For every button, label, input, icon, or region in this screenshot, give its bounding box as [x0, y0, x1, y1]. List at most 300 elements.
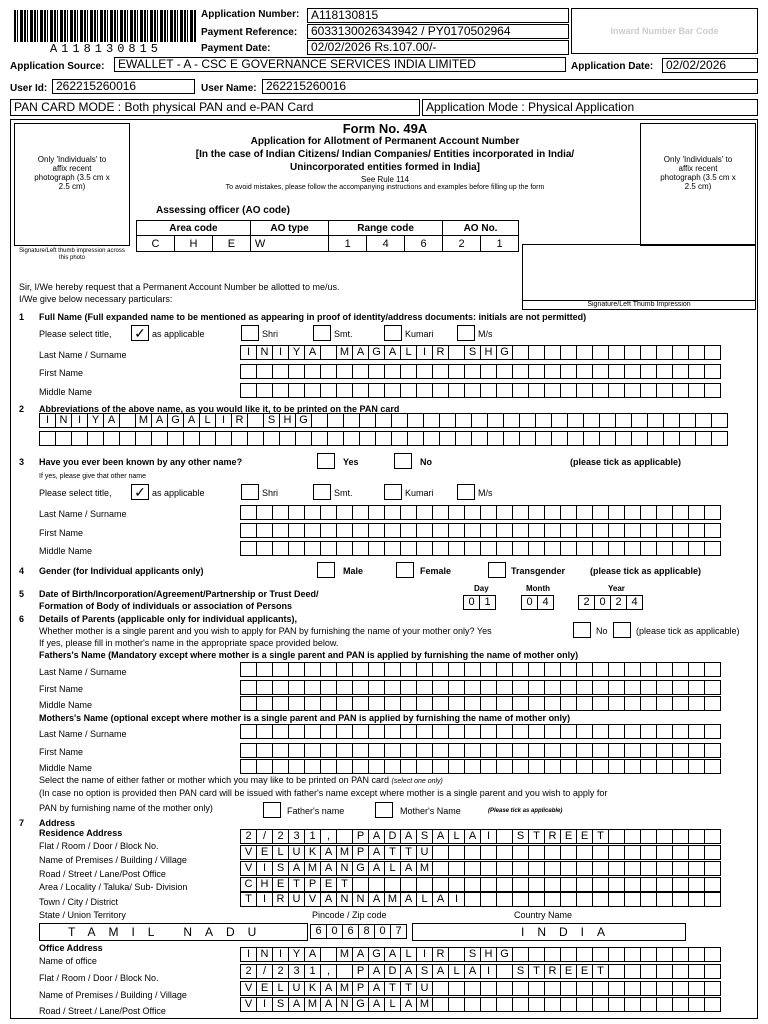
s5-year-label: Year [608, 584, 625, 593]
char-cell [465, 383, 481, 398]
char-cell [689, 997, 705, 1012]
char-cell [449, 523, 465, 538]
char-cell [257, 505, 273, 520]
char-cell [545, 680, 561, 695]
char-cell [449, 696, 465, 711]
s7-premises-cells[interactable] [240, 845, 721, 860]
s7-town-cells[interactable] [240, 892, 721, 907]
char-cell [449, 877, 465, 892]
char-cell: A [401, 861, 417, 876]
char-cell [353, 877, 369, 892]
char-cell [433, 523, 449, 538]
char-cell: A [433, 892, 449, 907]
s6-question: Whether mother is a single parent and you wish to apply for PAN by furnishing the name of your mother only? Yes [39, 626, 492, 636]
s3-shri-checkbox[interactable] [241, 484, 259, 500]
char-cell [568, 413, 584, 428]
s3-kumari-checkbox[interactable] [384, 484, 402, 500]
s6-mother-last-cells[interactable] [240, 724, 721, 739]
char-cell [593, 845, 609, 860]
char-cell [689, 345, 705, 360]
application-date-label: Application Date: [571, 61, 654, 72]
char-cell: 2 [241, 829, 257, 844]
char-cell [689, 861, 705, 876]
char-cell: T [593, 829, 609, 844]
s3-ms-checkbox[interactable] [457, 484, 475, 500]
s6-mother-option-checkbox[interactable] [375, 802, 393, 818]
char-cell [609, 861, 625, 876]
char-cell [481, 364, 497, 379]
char-cell [593, 877, 609, 892]
char-cell [657, 541, 673, 556]
char-cell [545, 696, 561, 711]
s3-no-checkbox[interactable] [394, 453, 412, 469]
char-cell [353, 662, 369, 677]
char-cell [705, 981, 721, 996]
char-cell [584, 431, 600, 446]
char-cell: R [232, 413, 248, 428]
char-cell [289, 505, 305, 520]
char-cell [545, 877, 561, 892]
s4-female-checkbox[interactable] [396, 562, 414, 578]
char-cell: I [216, 413, 232, 428]
char-cell [497, 829, 513, 844]
char-cell [513, 662, 529, 677]
ao-cell: 6 [405, 236, 443, 252]
char-cell [449, 759, 465, 774]
char-cell [385, 383, 401, 398]
char-cell [385, 696, 401, 711]
char-cell [401, 541, 417, 556]
s5-month-cells[interactable] [521, 595, 554, 610]
char-cell [641, 743, 657, 758]
char-cell: Y [289, 947, 305, 962]
char-cell [440, 413, 456, 428]
char-cell [321, 743, 337, 758]
char-cell [392, 431, 408, 446]
char-cell [529, 724, 545, 739]
char-cell [529, 364, 545, 379]
char-cell [705, 505, 721, 520]
s7-road-cells[interactable] [240, 861, 721, 876]
char-cell [241, 696, 257, 711]
s5-num: 5 [19, 589, 25, 599]
char-cell [72, 431, 88, 446]
char-cell [385, 680, 401, 695]
char-cell [376, 431, 392, 446]
char-cell [481, 696, 497, 711]
s6-select-text: Select the name of either father or mother which you may like to be printed on PAN card [39, 775, 390, 785]
char-cell [257, 364, 273, 379]
char-cell [561, 680, 577, 695]
char-cell [433, 877, 449, 892]
char-cell [481, 541, 497, 556]
char-cell: S [513, 964, 529, 979]
char-cell [600, 431, 616, 446]
s4-transgender-checkbox[interactable] [488, 562, 506, 578]
char-cell [657, 861, 673, 876]
char-cell: G [497, 345, 513, 360]
s3-first-name-cells[interactable] [240, 523, 721, 538]
char-cell [328, 413, 344, 428]
char-cell [257, 680, 273, 695]
s7-office-premises-cells[interactable] [240, 981, 721, 996]
char-cell [577, 997, 593, 1012]
char-cell: M [337, 845, 353, 860]
s1-shri-checkbox[interactable] [241, 325, 259, 341]
s1-kumari-checkbox[interactable] [384, 325, 402, 341]
char-cell [561, 383, 577, 398]
char-cell: E [561, 829, 577, 844]
char-cell [120, 413, 136, 428]
s7-area-cells[interactable] [240, 877, 721, 892]
char-cell [424, 413, 440, 428]
char-cell [529, 383, 545, 398]
char-cell [369, 743, 385, 758]
char-cell [369, 724, 385, 739]
char-cell [625, 505, 641, 520]
char-cell: T [593, 964, 609, 979]
char-cell [545, 383, 561, 398]
s3-num: 3 [19, 457, 25, 467]
s5-day-cells[interactable] [463, 595, 496, 610]
char-cell [337, 829, 353, 844]
char-cell: E [257, 981, 273, 996]
char-cell [385, 662, 401, 677]
char-cell [481, 892, 497, 907]
char-cell [241, 662, 257, 677]
s6-title: Details of Parents (applicable only for individual applicants), [39, 614, 298, 624]
char-cell: 6 [311, 924, 327, 939]
char-cell [625, 981, 641, 996]
char-cell [561, 541, 577, 556]
char-cell [705, 523, 721, 538]
char-cell [136, 431, 152, 446]
ao-header-range: Range code [329, 221, 443, 236]
char-cell [289, 364, 305, 379]
s6-father-first-label: First Name [39, 684, 84, 694]
char-cell: M [417, 861, 433, 876]
char-cell [641, 829, 657, 844]
char-cell [465, 696, 481, 711]
char-cell [609, 845, 625, 860]
char-cell [593, 364, 609, 379]
s6-mother-middle-cells[interactable] [240, 759, 721, 774]
s6-no-checkbox[interactable] [613, 622, 631, 638]
char-cell: A [305, 345, 321, 360]
char-cell [689, 541, 705, 556]
char-cell [305, 541, 321, 556]
user-name: 262215260016 [262, 79, 758, 94]
s6-case-line-2: PAN by furnishing name of the mother only) [39, 803, 213, 813]
s7-state-label: State / Union Territory [39, 910, 126, 920]
char-cell [657, 364, 673, 379]
char-cell [689, 947, 705, 962]
char-cell [561, 759, 577, 774]
char-cell [593, 759, 609, 774]
char-cell: A [433, 829, 449, 844]
char-cell [520, 413, 536, 428]
char-cell: 2 [611, 595, 627, 610]
char-cell [449, 861, 465, 876]
char-cell [625, 743, 641, 758]
s3-yes-checkbox[interactable] [317, 453, 335, 469]
s3-last-name-cells[interactable] [240, 505, 721, 520]
s7-country-value: INDIA [521, 925, 619, 939]
char-cell [465, 845, 481, 860]
s7-office-name-cells[interactable] [240, 947, 721, 962]
char-cell: I [72, 413, 88, 428]
s6-father-last-label: Last Name / Surname [39, 667, 127, 677]
payment-date-label: Payment Date: [201, 43, 271, 54]
char-cell: G [353, 997, 369, 1012]
char-cell [689, 759, 705, 774]
char-cell [305, 383, 321, 398]
s6-mother-first-cells[interactable] [240, 743, 721, 758]
char-cell [497, 877, 513, 892]
char-cell: A [369, 861, 385, 876]
s1-middle-name-label: Middle Name [39, 387, 93, 397]
char-cell [289, 523, 305, 538]
char-cell [689, 523, 705, 538]
char-cell [609, 947, 625, 962]
char-cell [497, 861, 513, 876]
char-cell [648, 431, 664, 446]
char-cell [353, 541, 369, 556]
char-cell [561, 981, 577, 996]
char-cell [417, 383, 433, 398]
char-cell: A [433, 964, 449, 979]
char-cell [529, 345, 545, 360]
char-cell [561, 364, 577, 379]
char-cell [417, 759, 433, 774]
char-cell [609, 364, 625, 379]
char-cell: V [241, 997, 257, 1012]
char-cell [305, 505, 321, 520]
char-cell: 0 [375, 924, 391, 939]
char-cell [609, 743, 625, 758]
char-cell [625, 997, 641, 1012]
user-id: 262215260016 [52, 79, 195, 94]
char-cell: M [305, 861, 321, 876]
char-cell [641, 541, 657, 556]
char-cell: A [385, 947, 401, 962]
char-cell [561, 523, 577, 538]
s1-last-name-cells[interactable] [240, 345, 721, 360]
char-cell: T [241, 892, 257, 907]
char-cell [273, 541, 289, 556]
char-cell [497, 964, 513, 979]
char-cell [513, 861, 529, 876]
char-cell [385, 759, 401, 774]
inward-label: Inward Number Bar Code [610, 26, 719, 36]
char-cell: E [257, 845, 273, 860]
char-cell [513, 541, 529, 556]
char-cell [705, 861, 721, 876]
s6-father-middle-cells[interactable] [240, 696, 721, 711]
s1-smt-checkbox[interactable] [313, 325, 331, 341]
char-cell [257, 743, 273, 758]
s3-middle-name-label: Middle Name [39, 546, 93, 556]
char-cell [289, 759, 305, 774]
char-cell [417, 541, 433, 556]
char-cell [433, 724, 449, 739]
char-cell [392, 413, 408, 428]
char-cell: A [465, 964, 481, 979]
char-cell [552, 431, 568, 446]
char-cell [417, 696, 433, 711]
s4-male-checkbox[interactable] [317, 562, 335, 578]
s5-year-cells[interactable] [578, 595, 643, 610]
char-cell [456, 413, 472, 428]
char-cell [321, 696, 337, 711]
char-cell [312, 431, 328, 446]
char-cell [568, 431, 584, 446]
char-cell: A [369, 829, 385, 844]
s7-num: 7 [19, 818, 25, 828]
char-cell [337, 724, 353, 739]
s6-mother-last-label: Last Name / Surname [39, 729, 127, 739]
char-cell [513, 759, 529, 774]
char-cell [593, 743, 609, 758]
s1-last-name-label: Last Name / Surname [39, 350, 127, 360]
char-cell: R [545, 829, 561, 844]
char-cell: L [385, 861, 401, 876]
char-cell: K [305, 845, 321, 860]
char-cell [641, 383, 657, 398]
char-cell [609, 877, 625, 892]
char-cell: T [385, 981, 401, 996]
char-cell [577, 877, 593, 892]
s7-state-value: TAMIL NADU [68, 925, 270, 939]
s3-first-name-label: First Name [39, 528, 84, 538]
char-cell [561, 997, 577, 1012]
char-cell [449, 997, 465, 1012]
s7-pin-label: Pincode / Zip code [312, 910, 387, 920]
s1-first-name-cells[interactable] [240, 364, 721, 379]
char-cell [657, 662, 673, 677]
char-cell: P [353, 845, 369, 860]
char-cell [385, 743, 401, 758]
char-cell [353, 743, 369, 758]
char-cell: Y [289, 345, 305, 360]
s3-smt-checkbox[interactable] [313, 484, 331, 500]
char-cell [321, 724, 337, 739]
s7-office-flat-cells[interactable] [240, 964, 721, 979]
char-cell [385, 541, 401, 556]
char-cell: M [337, 981, 353, 996]
char-cell [705, 743, 721, 758]
char-cell [657, 845, 673, 860]
char-cell [625, 759, 641, 774]
s6-father-last-cells[interactable] [240, 662, 721, 677]
char-cell [321, 947, 337, 962]
char-cell: 2 [273, 829, 289, 844]
ao-cell: 2 [443, 236, 481, 252]
s1-ms-checkbox[interactable] [457, 325, 475, 341]
char-cell [577, 383, 593, 398]
s6-yes-checkbox[interactable] [573, 622, 591, 638]
char-cell [513, 680, 529, 695]
s1-ms-label: M/s [478, 329, 493, 339]
char-cell [40, 431, 56, 446]
ao-cell: C [137, 236, 175, 252]
char-cell [497, 680, 513, 695]
char-cell [593, 724, 609, 739]
char-cell [465, 877, 481, 892]
s7-office-road-cells[interactable] [240, 997, 721, 1012]
s3-middle-name-cells[interactable] [240, 541, 721, 556]
char-cell: T [385, 845, 401, 860]
char-cell [273, 505, 289, 520]
char-cell: U [289, 845, 305, 860]
char-cell [497, 383, 513, 398]
char-cell [385, 877, 401, 892]
char-cell [248, 413, 264, 428]
char-cell [593, 947, 609, 962]
char-cell [337, 759, 353, 774]
char-cell [625, 696, 641, 711]
s6-father-option-checkbox[interactable] [263, 802, 281, 818]
char-cell: A [369, 964, 385, 979]
char-cell: M [417, 997, 433, 1012]
s7-pin-cells[interactable] [310, 924, 407, 939]
char-cell [641, 759, 657, 774]
char-cell [289, 541, 305, 556]
ao-heading: Assessing officer (AO code) [156, 205, 290, 216]
char-cell [257, 523, 273, 538]
s2-abbrev-cells-1[interactable] [39, 413, 728, 428]
char-cell [561, 505, 577, 520]
char-cell [504, 431, 520, 446]
s3-tick-note: (please tick as applicable) [570, 457, 682, 467]
photo-text-right: Only 'Individuals' to affix recent photograph (3.5 cm x 2.5 cm) [660, 155, 736, 191]
char-cell: L [401, 345, 417, 360]
char-cell [497, 892, 513, 907]
char-cell [337, 964, 353, 979]
char-cell [273, 696, 289, 711]
char-cell: U [417, 981, 433, 996]
char-cell: 3 [289, 964, 305, 979]
char-cell [641, 997, 657, 1012]
char-cell: I [273, 345, 289, 360]
char-cell [673, 861, 689, 876]
ao-cell: H [174, 236, 212, 252]
char-cell [497, 541, 513, 556]
s1-middle-name-cells[interactable] [240, 383, 721, 398]
char-cell [289, 696, 305, 711]
user-name-label: User Name: [201, 83, 257, 94]
char-cell [689, 964, 705, 979]
s2-abbrev-cells-2[interactable] [39, 431, 728, 446]
char-cell: 1 [480, 595, 496, 610]
s6-father-first-cells[interactable] [240, 680, 721, 695]
s7-flat-cells[interactable] [240, 829, 721, 844]
char-cell [353, 505, 369, 520]
char-cell [561, 724, 577, 739]
char-cell [657, 981, 673, 996]
char-cell: A [321, 892, 337, 907]
char-cell [248, 431, 264, 446]
char-cell [673, 680, 689, 695]
payment-reference-label: Payment Reference: [201, 27, 298, 38]
char-cell [241, 743, 257, 758]
char-cell: 0 [522, 595, 538, 610]
char-cell [481, 383, 497, 398]
char-cell [449, 505, 465, 520]
char-cell [417, 877, 433, 892]
char-cell [257, 383, 273, 398]
char-cell: T [401, 845, 417, 860]
